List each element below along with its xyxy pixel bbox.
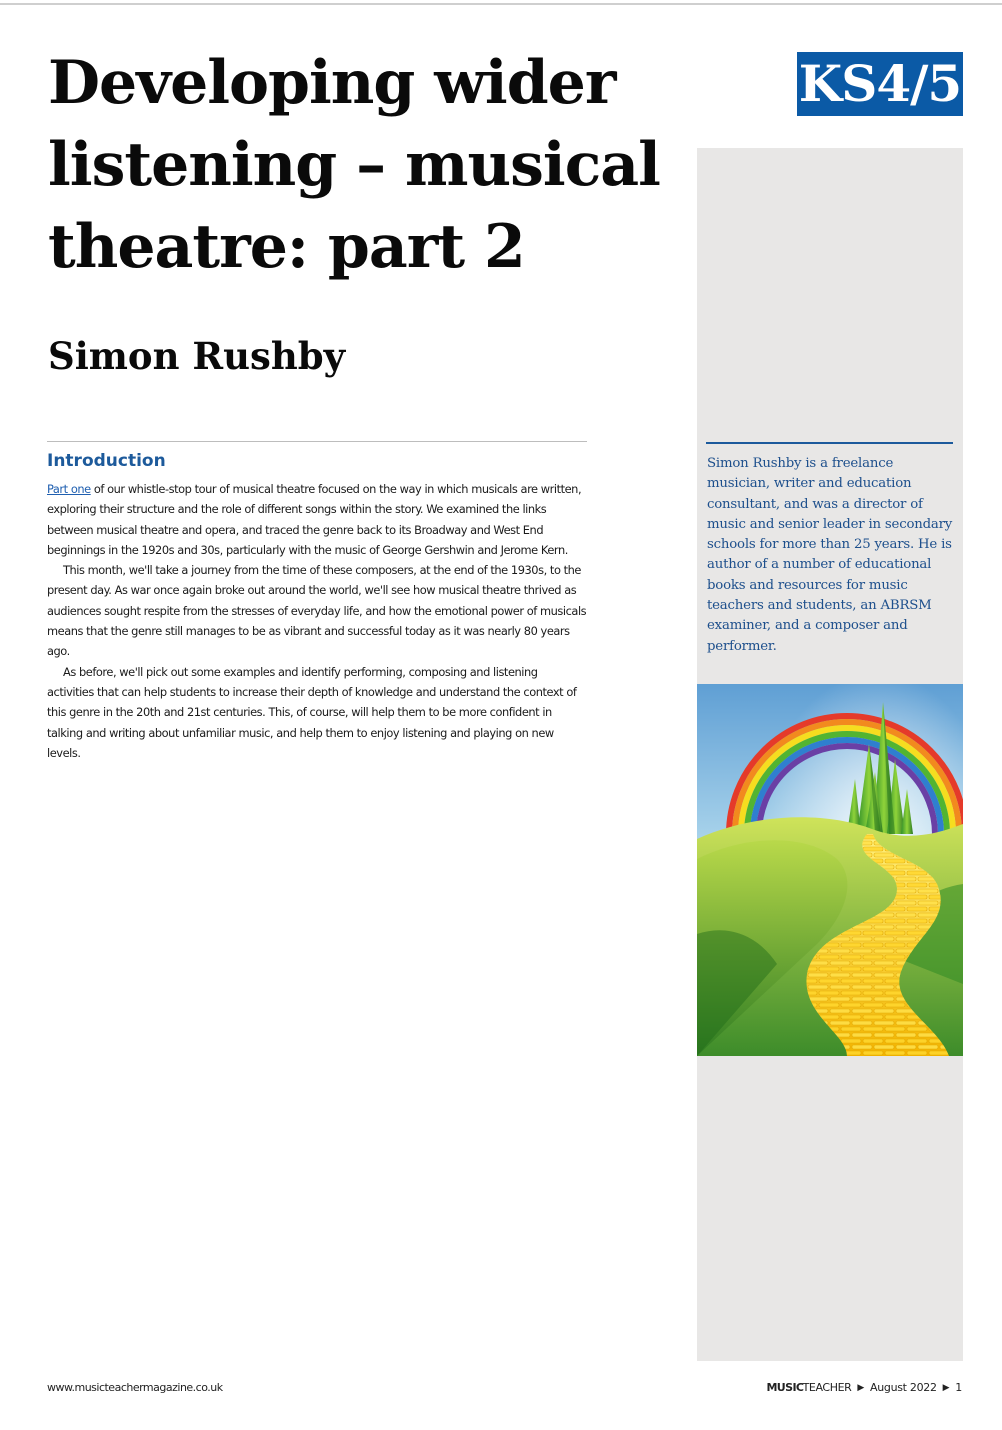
- author-bio: Simon Rushby is a freelance musician, writer and education consultant, and was a director of music and senior leader in secondary schools for more than 25 years. He is author of a number of educational books and resources for music teachers and students, an ABRSM examiner, and a composer and performer.: [707, 456, 953, 654]
- magazine-name: MUSIC TEACHER: [766, 1381, 852, 1394]
- footer-website: www.musicteachermagazine.co.uk: [47, 1381, 223, 1394]
- yellow-brick-road-illustration: [697, 684, 963, 1056]
- intro-paragraph-3: As before, we'll pick out some examples and identify performing, composing and listening activities that can help students to increase their depth of knowledge and understand the context of this genre in the 20th and 21st centuries. This, of course, will help them to be more confident in talking and writing about unfamiliar music, and help them to enjoy listening and playing on new levels.: [47, 664, 577, 760]
- right-triangle-icon: ▶: [942, 1382, 950, 1393]
- top-border: [0, 3, 1002, 5]
- article-title: Developing wider listening – musical theatre: part 2: [48, 48, 660, 282]
- right-triangle-icon: ▶: [857, 1382, 864, 1393]
- part-one-link[interactable]: Part one: [47, 482, 91, 496]
- intro-divider: [47, 441, 587, 442]
- key-stage-badge: KS4/5: [797, 52, 963, 116]
- intro-paragraph-1-text: of our whistle-stop tour of musical theatre focused on the way in which musicals are written, exploring their structure and the role of different songs within the story. We examined the links between musical theatre and opera, and traced the genre back to its Broadway and West End beginnings in the 1920s and 30s, particularly with the music of George Gershwin and Jerome Kern.: [47, 482, 582, 557]
- intro-paragraph-2: This month, we'll take a journey from the time of these composers, at the end of the 1930s, to the present day. As war once again broke out around the world, we'll see how musical theatre thrived as audiences sought respite from the stresses of everyday life, and how the emotional power of musicals means that the genre still manages to be as vibrant and successful today as it was nearly 80 years ago.: [47, 563, 587, 659]
- issue-date: August 2022: [869, 1381, 937, 1394]
- article-author: Simon Rushby: [48, 334, 346, 378]
- page-number: 1: [955, 1381, 962, 1394]
- sidebar-panel: [697, 148, 963, 1361]
- intro-body: [47, 479, 587, 763]
- intro-paragraph-1: [47, 479, 587, 560]
- sidebar-divider: [706, 442, 953, 444]
- section-heading: Introduction: [47, 451, 166, 471]
- footer-publication: [766, 1381, 962, 1394]
